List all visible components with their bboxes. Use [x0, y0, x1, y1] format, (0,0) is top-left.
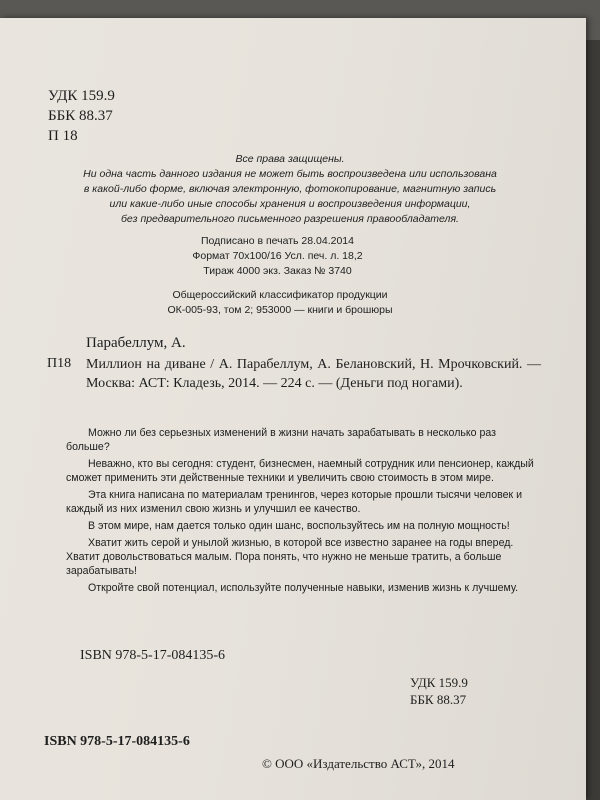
classifier-line: Общероссийский классификатор продукции — [172, 289, 388, 301]
copyright-notice — [55, 152, 525, 227]
rights-line: Все права защищены. — [235, 153, 345, 165]
rights-line: без предварительного письменного разрешения правообладателя. — [121, 213, 459, 225]
isbn-bold: ISBN 978-5-17-084135-6 — [44, 734, 190, 749]
annotation-paragraph: Неважно, кто вы сегодня: студент, бизнесмен, наемный сотрудник или пенсионер, каждый сможет применить эти действенные техники и увеличить свою стоимость в этом мире. — [66, 458, 534, 484]
product-classifier — [120, 288, 440, 318]
rights-line: Ни одна часть данного издания не может быть воспроизведена или использована — [83, 168, 497, 180]
isbn-number: ISBN 978-5-17-084135-6 — [80, 648, 226, 663]
annotation-paragraph: Откройте свой потенциал, используйте полученные навыки, изменив жизнь к лучшему. — [88, 582, 519, 594]
classification-codes-bottom — [410, 674, 468, 708]
classification-codes — [48, 86, 115, 146]
bbk-code: ББК 88.37 — [410, 692, 467, 707]
print-line: Подписано в печать 28.04.2014 — [201, 235, 354, 247]
annotation-paragraph: Хватит жить серой и унылой жизнью, в которой все известно заранее на годы вперед. Хватит довольствоваться малым. Пора понять, что нужно не меньше тратить, а больше зарабатывать! — [66, 537, 514, 577]
print-line: Формат 70x100/16 Усл. печ. л. 18,2 — [192, 250, 363, 262]
rights-line: или какие-либо иные способы хранения и воспроизведения информации, — [109, 198, 471, 210]
bibliography-index: П18 — [47, 356, 72, 371]
book-page — [0, 18, 586, 800]
udk-code: УДК 159.9 — [410, 675, 468, 690]
annotation-paragraph: В этом мире, нам дается только один шанс, воспользуйтесь им на полную мощность! — [88, 520, 510, 532]
udk-code: УДК 159.9 — [48, 88, 115, 104]
print-info — [150, 234, 405, 279]
publisher-copyright: © ООО «Издательство АСТ», 2014 — [262, 756, 455, 771]
classifier-line: ОК-005-93, том 2; 953000 — книги и брошюры — [167, 304, 393, 316]
bibliographic-entry: Миллион на диване / А. Парабеллум, А. Белановский, Н. Мрочковский. — Москва: АСТ: Кладезь, 2014. — 224 с. — (Деньги под ногами). — [86, 357, 541, 391]
annotation-paragraph: Можно ли без серьезных изменений в жизни начать зарабатывать в несколько раз больше? — [66, 427, 497, 453]
annotation-paragraph: Эта книга написана по материалам тренингов, через которые прошли тысячи человек и каждый из них изменил свою жизнь и улучшил ее качество. — [66, 489, 522, 515]
print-line: Тираж 4000 экз. Заказ № 3740 — [203, 265, 352, 277]
bbk-code: ББК 88.37 — [48, 108, 113, 124]
rights-line: в какой-либо форме, включая электронную, фотокопирование, магнитную запись — [83, 183, 497, 195]
annotation — [66, 426, 536, 598]
catalog-index: П 18 — [48, 128, 78, 144]
author-heading: Парабеллум, А. — [86, 335, 186, 351]
